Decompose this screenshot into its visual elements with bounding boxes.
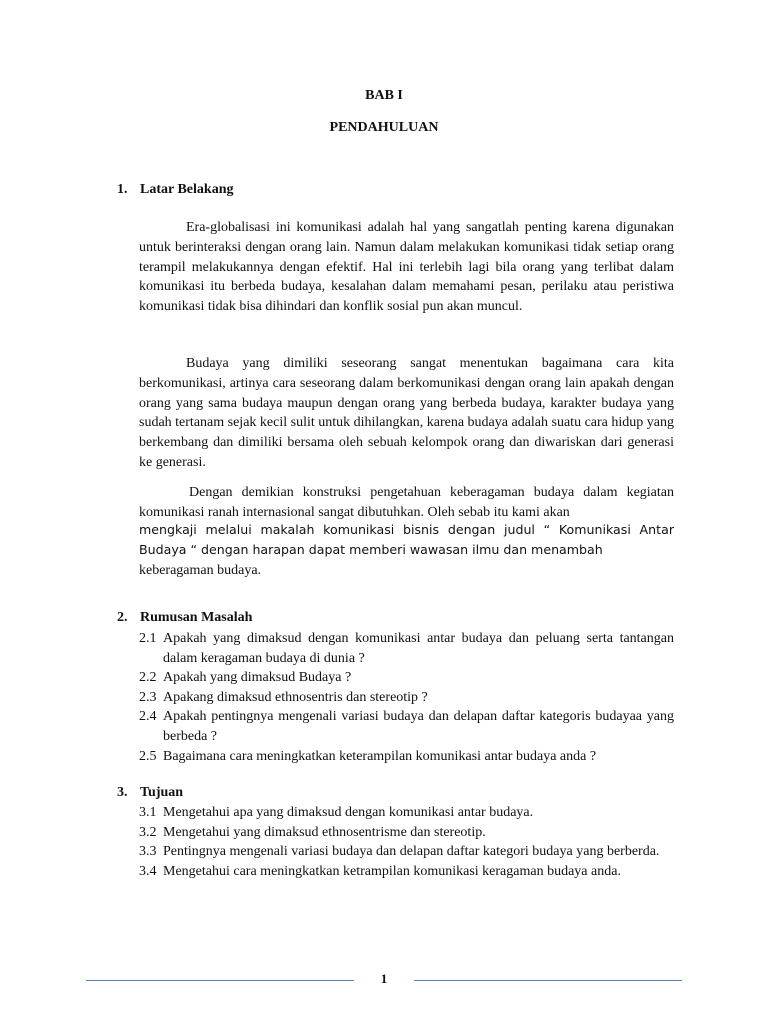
section-number: 2. <box>117 610 128 625</box>
list-item <box>139 747 674 767</box>
item-number: 3.4 <box>139 863 157 879</box>
list-item <box>139 862 674 882</box>
paragraph-2-text: Budaya yang dimiliki seseorang sangat menentukan bagaimana cara kita berkomunikasi, artinya cara seseorang dalam berkomunikasi dengan orang lain apakah dengan orang yang sama budaya maupun dengan orang yang berbeda budaya, karakter budaya yang sudah tertanam sejak kecil sulit untuk dihilangkan, karena budaya adalah suatu cara hidup yang berkembang dan dimiliki bersama oleh sebuah kelompok orang dan diwariskan dari generasi ke generasi. <box>139 356 674 470</box>
chapter-title: BAB I <box>365 88 403 103</box>
list-item <box>139 707 674 746</box>
rumusan-list <box>139 629 674 766</box>
item-number: 2.5 <box>139 748 157 764</box>
item-text: Mengetahui yang dimaksud ethnosentrisme dan stereotip. <box>163 824 486 840</box>
paragraph-3b <box>139 520 674 559</box>
item-number: 3.1 <box>139 805 157 820</box>
paragraph-3a-text: Dengan demikian konstruksi pengetahuan keberagaman budaya dalam kegiatan komunikasi ranah internasional sangat dibutuhkan. Oleh sebab itu kami akan <box>139 485 674 520</box>
section-title: Rumusan Masalah <box>140 610 253 625</box>
item-text: Bagaimana cara meningkatkan keterampilan komunikasi antar budaya anda ? <box>163 748 597 764</box>
item-text: Apakang dimaksud ethnosentris dan stereotip ? <box>163 689 428 705</box>
section-heading-tujuan <box>117 785 183 801</box>
list-item <box>139 842 674 862</box>
page-number: 1 <box>380 971 388 986</box>
paragraph-3b-text: mengkaji melalui makalah komunikasi bisnis dengan judul “ Komunikasi Antar Budaya “ dengan harapan dapat memberi wawasan ilmu dan menambah <box>139 522 674 557</box>
section-number: 1. <box>117 182 128 197</box>
list-item <box>139 629 674 668</box>
section-title: Latar Belakang <box>140 182 234 197</box>
paragraph-1-text: Era-globalisasi ini komunikasi adalah hal yang sangatlah penting karena digunakan untuk berinteraksi dengan orang lain. Namun dalam melakukan komunikasi tidak setiap orang terampil melakukannya dengan efektif. Hal ini terlebih lagi bila orang yang terlibat dalam komunikasi itu berbeda budaya, kesalahan dalam memahami pesan, perilaku atau peristiwa komunikasi tidak bisa dihindari dan konflik sosial pun akan muncul. <box>139 220 674 315</box>
tujuan-list <box>139 803 674 881</box>
item-text: Mengetahui apa yang dimaksud dengan komunikasi antar budaya. <box>163 805 534 820</box>
paragraph-3c-text: keberagaman budaya. <box>139 563 262 578</box>
chapter-subtitle: PENDAHULUAN <box>329 120 439 135</box>
list-item <box>139 668 674 688</box>
item-text: Apakah yang dimaksud dengan komunikasi antar budaya dan peluang serta tantangan dalam keragaman budaya di dunia ? <box>163 631 674 666</box>
item-text: Apakah yang dimaksud Budaya ? <box>163 670 352 686</box>
list-item <box>139 823 674 843</box>
paragraph-3a <box>139 483 674 523</box>
list-item <box>139 803 674 823</box>
item-text: Apakah pentingnya mengenali variasi budaya dan delapan daftar kategoris budayaa yang berbeda ? <box>163 709 674 744</box>
paragraph-2 <box>139 354 674 473</box>
item-number: 3.3 <box>139 844 157 860</box>
item-number: 2.4 <box>139 709 157 725</box>
item-number: 2.3 <box>139 689 157 705</box>
item-text: Pentingnya mengenali variasi budaya dan delapan daftar kategori budaya yang berberda. <box>163 844 660 860</box>
paragraph-3c <box>139 561 674 581</box>
item-number: 3.2 <box>139 824 157 840</box>
section-heading-latar-belakang <box>117 182 233 198</box>
item-text: Mengetahui cara meningkatkan ketrampilan komunikasi keragaman budaya anda. <box>163 863 621 879</box>
section-number: 3. <box>117 785 128 800</box>
paragraph-1 <box>139 218 674 317</box>
item-number: 2.1 <box>139 631 157 646</box>
section-heading-rumusan-masalah <box>117 610 252 626</box>
list-item <box>139 688 674 708</box>
item-number: 2.2 <box>139 670 157 686</box>
section-title: Tujuan <box>140 785 184 800</box>
